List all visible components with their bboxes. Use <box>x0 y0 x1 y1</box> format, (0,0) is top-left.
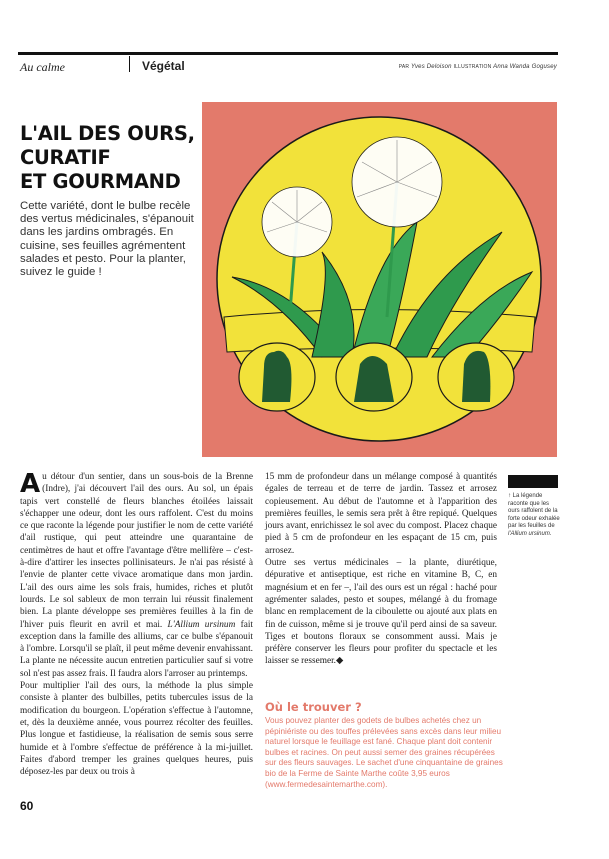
body-paragraph-3: 15 mm de profondeur dans un mélange composé à quantités égales de terreau et de terre de jardin. Tassez et arrosez copieusement. Au début de l'automne et à l'apparition des premières feuilles, le semis sera prêt à être repiqué. Quelques jours avant, enrichissez le sol avec du compost. Placez chaque pied à 5 cm de profondeur en les espaçant de 15 cm, puis arrosez. <box>265 472 497 556</box>
caption-italic: l'Allium ursinum. <box>508 530 552 537</box>
section-label: Végétal <box>142 59 185 73</box>
body-column-2 <box>265 471 497 668</box>
body-paragraph-1: u détour d'un sentier, dans un sous-bois de la Brenne (Indre), j'ai découvert l'ail des ours. Au sol, un épais tapis vert constellé de fleurs blanches étoilées laissait s'échapper une odeur, dont les ours raffolent. C'est du moins ce que raconte la légende pour justifier le nom de cette variété d'ail rustique, qui peut atteindre une quarantaine de centimètres de haut et offre l'avantage d'être mellifère – c'est-à-dire d'attirer les insectes pollinisateurs. Je n'ai pas résisté à l'envie de planter cette vivace aromatique dans mon jardin. L'ail des ours aime les sols frais, humides, riches et plutôt lourds. Le sol sableux de mon terrain lui réussit finalement bien. La plante développe ses premières feuilles à la fin de l'hiver puis fleurit en avril et mai. <box>20 472 253 630</box>
drop-cap: A <box>20 469 41 499</box>
byline-illustration-label: ILLUSTRATION <box>453 64 492 70</box>
page-number: 60 <box>20 799 34 813</box>
byline-author: Yves Deloison <box>410 64 452 70</box>
article-lede: Cette variété, dont le bulbe recèle des vertus médicinales, s'épanouit dans les jardins ombragés. En cuisine, ses feuilles agrémentent salades et pesto. Pour la planter, suivez le guide ! <box>20 200 194 279</box>
body-paragraph-1-tail: fait exception dans la famille des alliums, car ce bulbe s'épanouit à l'ombre. Lorsqu'il se plaît, il peut même devenir envahissant. La plante ne nécessite aucun entretien particulier sauf si votre sol n'est pas assez frais. Il faudra alors l'arroser au printemps. <box>20 619 253 679</box>
image-caption <box>508 493 560 539</box>
body-paragraph-2: Pour multiplier l'ail des ours, la méthode la plus simple consiste à planter des bulbilles, petits tubercules issus de la modification du bourgeon. L'opération s'effectue à l'automne, et, dès la deuxième année, vous pourrez récolter des feuilles. Plus longue et fastidieuse, la réalisation de semis sous serre humide et à l'ombre s'effectue de préférence à la mi-juillet. Faites d'abord tremper les graines quelques heures, puis déposez-les par deux ou trois à <box>20 681 253 778</box>
title-line-2: CURATIF <box>20 146 111 169</box>
title-line-3: ET GOURMAND <box>20 170 181 193</box>
caption-arrow-icon: ↑ <box>508 493 511 499</box>
sidebar-box-title: Où le trouver ? <box>265 700 362 714</box>
end-mark: ◆ <box>336 656 344 667</box>
caption-bar <box>508 475 558 488</box>
header-separator <box>129 56 130 72</box>
byline-illustrator: Anna Wanda Gogusey <box>493 64 557 70</box>
body-italic-species: L'Allium ursinum <box>167 619 236 630</box>
caption-text: La légende raconte que les ours raffolent de la forte odeur exhalée par les feuilles de <box>508 493 560 530</box>
byline <box>399 64 557 70</box>
illustration-wild-garlic-bears <box>202 102 557 457</box>
header-rule <box>18 52 558 55</box>
illustration-svg <box>202 102 557 457</box>
body-paragraph-4: Outre ses vertus médicinales – la plante, diurétique, dépurative et antiseptique, est riche en vitamine B, C, en magnésium et en fer –, l'ail des ours est un régal : haché pour agrémenter salades, pesto et soupes, mélangé à du fromage blanc en remplacement de la ciboulette ou ajouté aux plats en fin de cuisson, même si je trouve qu'il perd ainsi de sa saveur. Tiges et boutons floraux se consomment aussi. Mais je préfère conserver les fleurs pour profiter du spectacle et les laisser se ressemer. <box>265 558 497 667</box>
rubric-label: Au calme <box>20 60 65 74</box>
sidebar-box-text: Vous pouvez planter des godets de bulbes achetés chez un pépiniériste ou des touffes prélevées sans excès dans leur milieu naturel lorsque le feuillage est fané. Chaque plant doit contenir bulbes et racines. On peut aussi semer des graines récupérées sur des fleurs sauvages. Le sachet d'une cinquantaine de graines bio de la Ferme de Sainte Marthe coûte 3,95 euros (www.fermedesaintemarthe.com). <box>265 716 503 789</box>
body-column-1 <box>20 471 253 778</box>
title-line-1: L'AIL DES OURS, <box>20 122 195 145</box>
article-title <box>20 122 205 194</box>
byline-par-label: PAR <box>398 64 410 70</box>
